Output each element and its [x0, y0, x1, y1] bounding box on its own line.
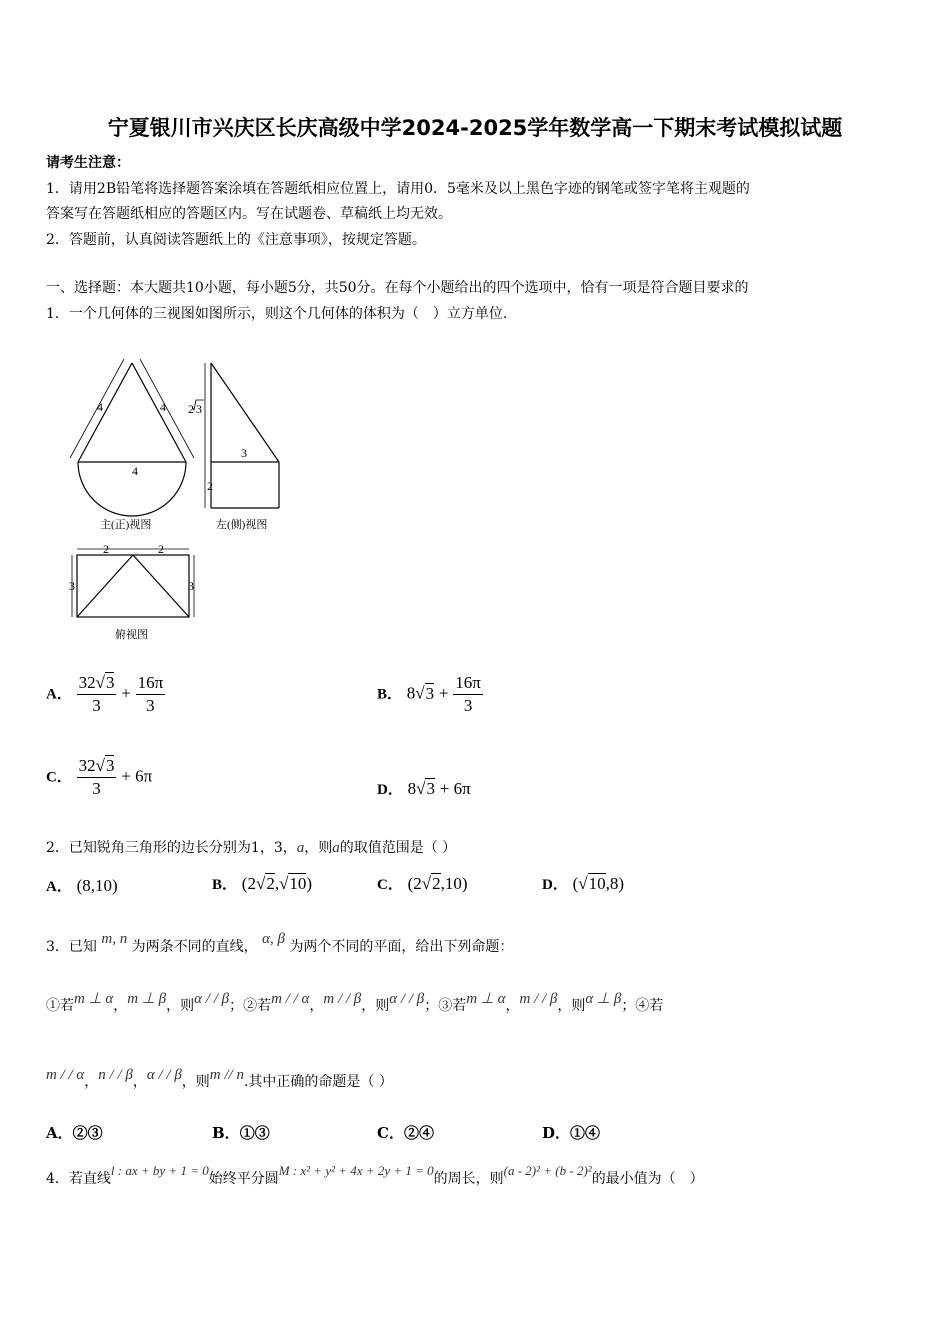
dim-w3: 3: [241, 446, 247, 460]
dim-top-h-left: 3: [69, 579, 75, 593]
front-view-label: 主(正)视图: [100, 519, 152, 531]
q3-propositions-line1: ①若m ⊥ α，m ⊥ β，则α / / β；②若m / / α，m / / β，则α / / β；③若m ⊥ α，m / / β，则α ⊥ β；④若: [46, 991, 664, 1014]
section-heading: 一、选择题：本大题共10小题，每小题5分，共50分。在每个小题给出的四个选项中，恰有一项是符合题目要求的: [46, 280, 749, 296]
dim-h2: 2: [207, 479, 213, 493]
page-title: 宁夏银川市兴庆区长庆高级中学2024-2025学年数学高一下期末考试模拟试题: [107, 116, 843, 140]
q2-option-d[interactable]: D． (√10,8): [542, 874, 625, 893]
dim-top-h-right: 3: [188, 579, 194, 593]
q3-option-c[interactable]: C．②④: [377, 1124, 434, 1142]
q2-stem: 2．已知锐角三角形的边长分别为1，3，a，则a的取值范围是（ ）: [46, 840, 457, 856]
q3-option-d[interactable]: D．①④: [542, 1124, 601, 1142]
notice-item-2: 答案写在答题纸相应的答题区内。写在试题卷、草稿纸上均无效。: [46, 206, 452, 222]
front-right-edge: [132, 363, 186, 462]
notice-heading: 请考生注意：: [46, 155, 130, 171]
q2-option-c[interactable]: C． (2√2,10): [377, 874, 468, 893]
notice-item-1: 1．请用2B铅笔将选择题答案涂填在答题纸相应位置上，请用0．5毫米及以上黑色字迹的钢笔或签字笔将主观题的: [46, 181, 750, 197]
dim-top-w2: 2: [158, 542, 164, 556]
dim-slant-right: 4: [160, 400, 166, 414]
top-rect: [77, 555, 189, 617]
q2-option-a[interactable]: A． (8,10): [46, 876, 118, 895]
dim-top-w1: 2: [103, 542, 109, 556]
q3-option-b[interactable]: B．①③: [212, 1124, 270, 1142]
dim-h1-root: 3: [196, 402, 202, 416]
dim-h1: 2: [188, 402, 194, 416]
q1-option-b[interactable]: B． 8√3 + $\frac{16\pi}{3}$: [377, 673, 481, 715]
q4-stem: 4．若直线l : ax + by + 1 = 0始终平分圆M : x² + y² + 4x + 2y + 1 = 0的周长，则(a - 2)² + (b - 2)²的最小值为（ ）: [46, 1163, 704, 1187]
dim-base: 4: [132, 464, 138, 478]
q2-option-b[interactable]: B． (2√2,√10): [212, 874, 313, 893]
q3-stem: 3．已知 m, n 为两条不同的直线， α, β 为两个不同的平面，给出下列命题：: [46, 931, 514, 955]
side-view-label: 左(侧)视图: [216, 519, 268, 531]
q3-option-a[interactable]: A．②③: [46, 1124, 103, 1142]
q1-option-d[interactable]: D． 8√3 + 6π: [377, 779, 471, 798]
q1-option-a[interactable]: A． $\frac{32√3}{3}$ + $\frac{16\pi}{3}$: [46, 673, 164, 715]
dim-slant-left: 4: [97, 400, 103, 414]
front-left-edge: [78, 363, 132, 462]
three-view-figure: [60, 355, 300, 650]
q1-option-c[interactable]: C． $\frac{32√3}{3}$ + 6π: [46, 756, 153, 798]
notice-item-3: 2．答题前，认真阅读答题纸上的《注意事项》，按规定答题。: [46, 232, 426, 248]
q1-stem: 1．一个几何体的三视图如图所示，则这个几何体的体积为（ ）立方单位.: [46, 306, 508, 322]
q3-propositions-line2: m / / α，n / / β，α / / β，则m // n.其中正确的命题是（ ）: [46, 1067, 393, 1090]
top-view-label: 俯视图: [115, 629, 148, 641]
